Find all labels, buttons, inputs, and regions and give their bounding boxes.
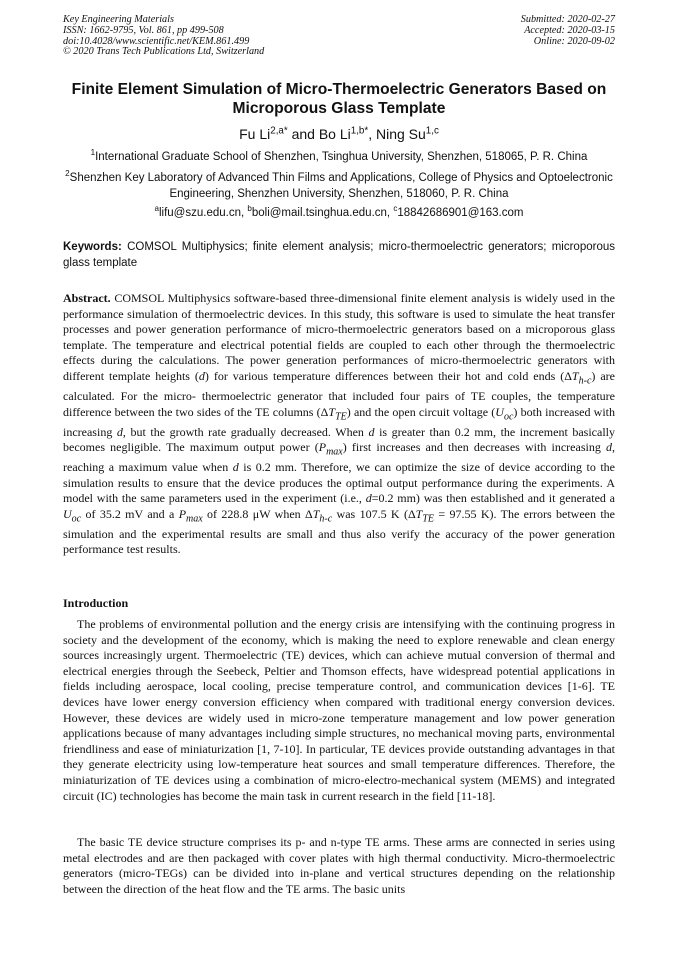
author-emails [50, 206, 628, 222]
journal-name: Key Engineering Materials [63, 14, 174, 25]
author-list [40, 125, 638, 143]
affiliation-text: International Graduate School of Shenzhen, Tsinghua University, Shenzhen, 518065, P. R. China [95, 151, 588, 163]
author-name: Fu Li [239, 126, 271, 142]
abstract-text: ) and the open circuit voltage ( [346, 404, 496, 419]
email-sup: a [154, 204, 159, 214]
affiliation-text: Shenzhen Key Laboratory of Advanced Thin Films and Applications, College of Physics and Optoelectronic Engineering, Shenzhen University, Shenzhen, 518060, P. R. China [69, 172, 613, 200]
dates-header [521, 15, 615, 47]
math-symbol: U [495, 404, 504, 419]
introduction-heading: Introduction [63, 596, 129, 610]
abstract-text: was 107.5 K (Δ [332, 506, 416, 521]
author-sup: 1,b* [350, 125, 369, 137]
abstract-text: ) first increases and then decreases with increasing [342, 440, 606, 455]
affiliation-number: 2 [65, 169, 70, 179]
keywords-label: Keywords: [63, 241, 122, 253]
author-name: Bo Li [318, 126, 351, 142]
math-subscript: TE [335, 410, 347, 422]
math-symbol: d [368, 424, 375, 439]
math-symbol: P [178, 506, 187, 521]
math-symbol: d [116, 424, 123, 439]
submitted-date: Submitted: 2020-02-27 [520, 14, 615, 25]
email-sup: c [393, 204, 398, 214]
abstract-text: =0.2 mm) was then established and it generated a [371, 491, 615, 506]
affiliation-1 [50, 150, 628, 166]
math-subscript: h-c [319, 513, 333, 525]
affiliation-2 [50, 171, 628, 202]
math-symbol: T [328, 404, 336, 419]
email-link[interactable]: 18842686901@163.com [397, 207, 524, 219]
math-symbol: d [232, 460, 239, 475]
math-subscript: max [326, 446, 343, 458]
math-symbol: d [198, 368, 205, 383]
author-sup: 1,c [425, 125, 439, 137]
abstract-label: Abstract. [63, 291, 111, 305]
paper-title: Finite Element Simulation of Micro-Thermoelectric Generators Based on Microporous Glass Template [71, 81, 607, 117]
math-symbol: T [312, 506, 320, 521]
online-date: Online: 2020-09-02 [533, 35, 615, 47]
abstract-text: of 35.2 mV and a [81, 506, 179, 521]
abstract-text: = 97.55 K). The errors between the simulation and the experimental results are small and thus also verify the accuracy of the power generation performance test results. [63, 506, 616, 557]
affiliation-number: 1 [90, 148, 96, 158]
email-link[interactable]: lifu@szu.edu.cn, [158, 207, 248, 219]
abstract-text: , but the growth rate gradually decreased. When [122, 424, 369, 439]
journal-header [63, 15, 264, 58]
abstract-text: ) both increased with increasing [63, 404, 616, 439]
abstract-text: ) for various temperature differences between their hot and cold ends (Δ [204, 368, 572, 383]
copyright-line: © 2020 Trans Tech Publications Ltd, Switzerland [63, 46, 265, 58]
math-symbol: P [318, 440, 327, 455]
math-subscript: h-c [578, 375, 592, 387]
math-subscript: max [186, 513, 203, 525]
math-symbol: T [415, 506, 423, 521]
math-symbol: d [606, 440, 612, 455]
accepted-date: Accepted: 2020-03-15 [524, 24, 615, 36]
author-and: and [287, 126, 319, 142]
abstract-text: of 228.8 μW when Δ [202, 506, 313, 521]
introduction-paragraph-2: The basic TE device structure comprises its p- and n-type TE arms. These arms are connected in series using metal electrodes and are then packaged with cover plates with high thermal conductivity. Micro-thermoelectric generators (micro-TEGs) can be divided into in-plane and vertical structures depending on the relationship between the direction of the heat flow and the TE arms. The basic units [63, 835, 615, 896]
abstract-text: is greater than 0.2 mm, the increment basically becomes negligible. The maximum output power ( [63, 424, 615, 455]
email-link[interactable]: boli@mail.tsinghua.edu.cn, [251, 207, 394, 219]
math-subscript: oc [503, 410, 514, 422]
math-subscript: TE [422, 513, 435, 525]
keywords [63, 240, 615, 271]
author-sep: , [368, 126, 376, 142]
author-sup: 2,a* [270, 125, 288, 137]
author-name: Ning Su [375, 126, 426, 142]
doi-line: doi:10.4028/www.scientific.net/KEM.861.499 [63, 35, 250, 47]
email-sup: b [247, 204, 252, 214]
keywords-text: COMSOL Multiphysics; finite element analysis; micro-thermoelectric generators; microporous glass template [63, 241, 615, 269]
abstract-text: ) are calculated. For the micro- thermoelectric generator that included four pairs of TE couples, the temperature difference between the two sides of the TE columns (Δ [63, 368, 615, 419]
math-subscript: oc [71, 513, 82, 525]
abstract-text: COMSOL Multiphysics software-based three-dimensional finite element analysis is widely used in the performance simulation of thermoelectric devices. In this study, this software is used to simulate the heat transfer processes and power generation performance of micro-thermoelectric generators based on a microporous glass template. The temperature and electrical potential fields are coupled to each other through the thermoelectric effects during the calculations. The power generation performances of micro-thermoelectric generators with different template heights ( [63, 291, 615, 383]
math-symbol: d [365, 491, 372, 506]
abstract-text: , reaching a maximum value when [63, 440, 615, 475]
math-symbol: U [63, 506, 72, 521]
abstract [63, 291, 615, 558]
introduction-paragraph-1: The problems of environmental pollution and the energy crisis are intensifying with the continuing progress in society and the development of the economy, which is making the need to explore renewable and clean energy sources increasingly urgent. Thermoelectric (TE) devices, which can achieve mutual conversion of thermal and electrical energies through the Seebeck, Peltier and Thomson effects, have widespread potential applications in fields including aerospace, local cooling, precise temperature control, and communication devices [1-6]. TE devices have lower energy conversion efficiency when compared with traditional energy conversion devices. However, these devices are widely used in micro-zone temperature management and low power generation applications because of many advantages including simple structures, no mechanical moving parts, environmental friendliness and ease of miniaturization [1, 7-10]. In particular, TE devices provide outstanding advantages in that they generate electricity using low-temperature heat sources and small temperature differences. Therefore, the miniaturization of TE devices using a combination of micro-electro-mechanical system (MEMS) and integrated circuit (IC) technologies has become the main task in current research in the field [11-18]. [63, 617, 615, 803]
issn-line: ISSN: 1662-9795, Vol. 861, pp 499-508 [63, 24, 224, 36]
abstract-text: is 0.2 mm. Therefore, we can optimize the size of device according to the simulation results to ensure that the device produces the optimal output performance during the experiments. A model with the same parameters used in the experiment (i.e., [63, 460, 616, 506]
math-symbol: T [571, 368, 579, 383]
